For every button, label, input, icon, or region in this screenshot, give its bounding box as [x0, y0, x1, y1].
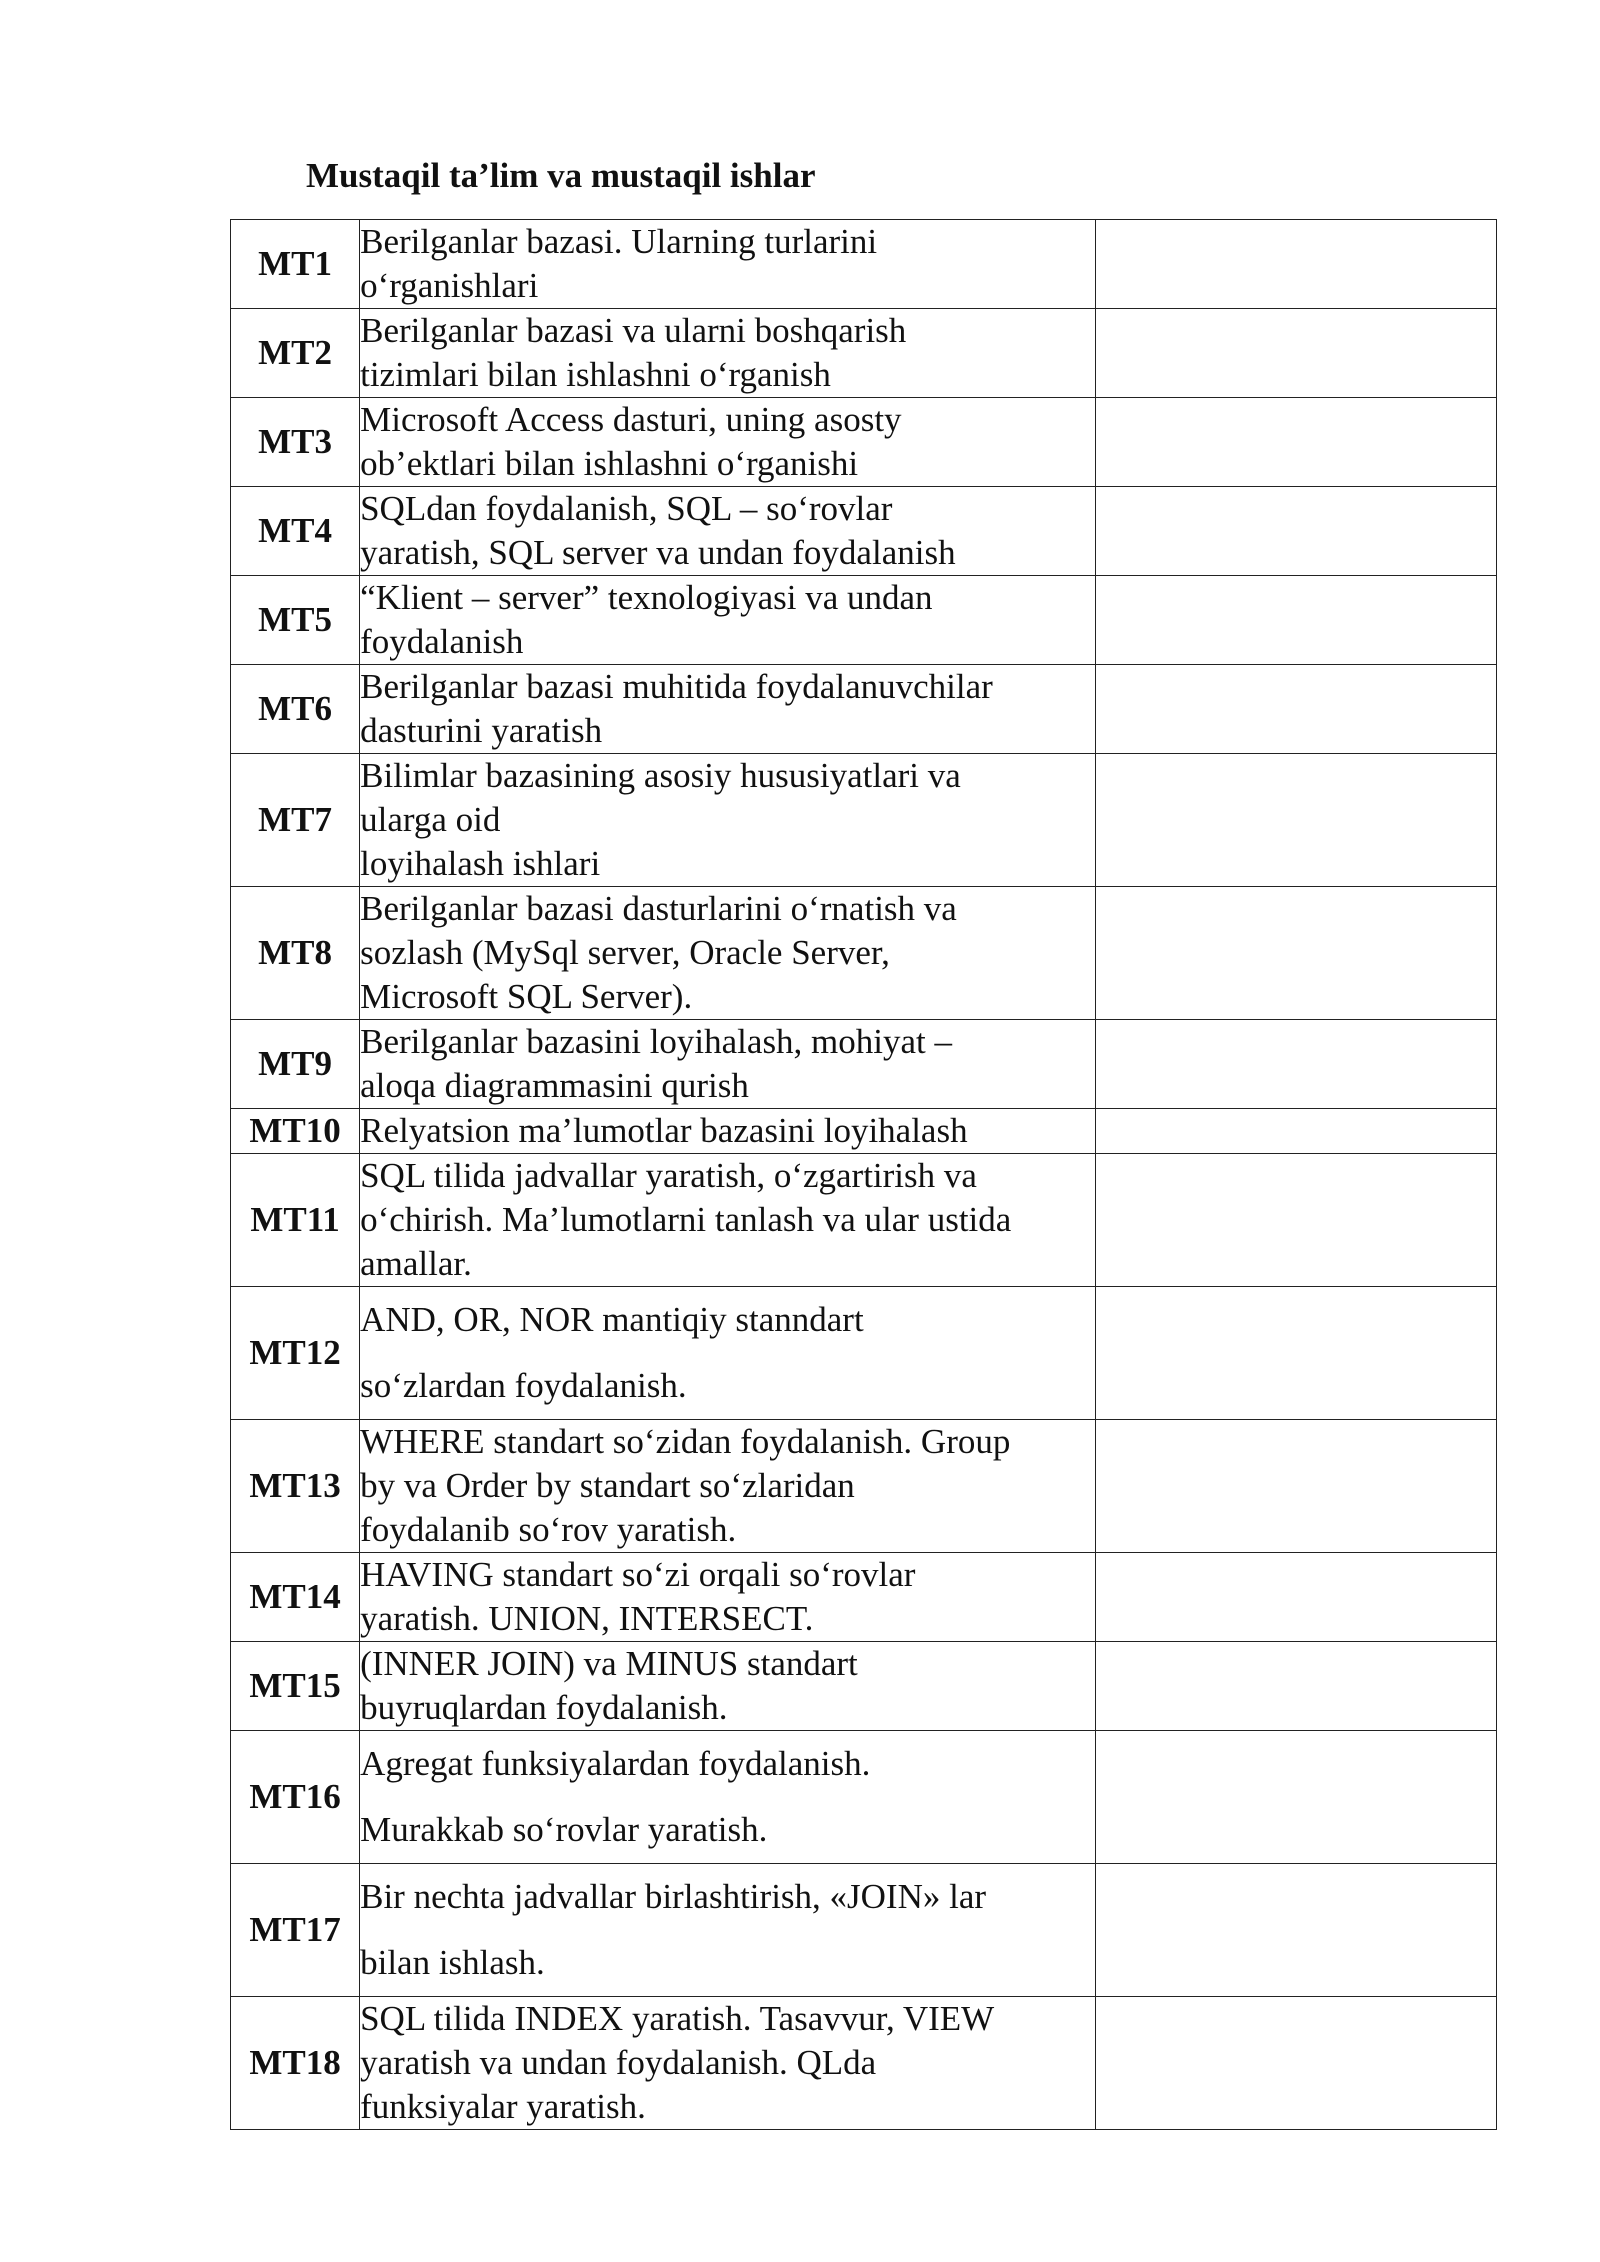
table-row	[231, 487, 1497, 576]
row-description: Berilganlar bazasi dasturlarini o‘rnatish va sozlash (MySql server, Oracle Server, Microsoft SQL Server).	[360, 887, 1096, 1020]
row-code: MT13	[231, 1420, 360, 1553]
row-code: MT8	[231, 887, 360, 1020]
row-description: WHERE standart so‘zidan foydalanish. Group by va Order by standart so‘zlaridan foydalanib so‘rov yaratish.	[360, 1420, 1096, 1553]
row-description: Relyatsion ma’lumotlar bazasini loyihalash	[360, 1109, 1096, 1154]
table-row	[231, 1287, 1497, 1420]
row-description: (INNER JOIN) va MINUS standart buyruqlardan foydalanish.	[360, 1642, 1096, 1731]
row-extra	[1095, 1154, 1496, 1287]
row-code: MT12	[231, 1287, 360, 1420]
row-description: Berilganlar bazasini loyihalash, mohiyat – aloqa diagrammasini qurish	[360, 1020, 1096, 1109]
table-row	[231, 1109, 1497, 1154]
row-extra	[1095, 1020, 1496, 1109]
table-row	[231, 754, 1497, 887]
table-row	[231, 665, 1497, 754]
row-description: HAVING standart so‘zi orqali so‘rovlar yaratish. UNION, INTERSECT.	[360, 1553, 1096, 1642]
table-row	[231, 1154, 1497, 1287]
table-row	[231, 1731, 1497, 1864]
row-code: MT6	[231, 665, 360, 754]
row-code: MT17	[231, 1864, 360, 1997]
row-code: MT18	[231, 1997, 360, 2130]
row-extra	[1095, 1731, 1496, 1864]
row-extra	[1095, 487, 1496, 576]
row-extra	[1095, 1420, 1496, 1553]
row-code: MT7	[231, 754, 360, 887]
table-row	[231, 398, 1497, 487]
row-description: Bir nechta jadvallar birlashtirish, «JOIN» lar bilan ishlash.	[360, 1864, 1096, 1997]
row-extra	[1095, 1864, 1496, 1997]
row-extra	[1095, 309, 1496, 398]
topics-table	[230, 219, 1497, 2130]
topics-table-body	[231, 220, 1497, 2130]
row-extra	[1095, 1642, 1496, 1731]
row-description: Agregat funksiyalardan foydalanish. Murakkab so‘rovlar yaratish.	[360, 1731, 1096, 1864]
table-row	[231, 1020, 1497, 1109]
row-extra	[1095, 1997, 1496, 2130]
row-description: Microsoft Access dasturi, uning asosty ob’ektlari bilan ishlashni o‘rganishi	[360, 398, 1096, 487]
row-description: Berilganlar bazasi muhitida foydalanuvchilar dasturini yaratish	[360, 665, 1096, 754]
row-extra	[1095, 1109, 1496, 1154]
row-description: Berilganlar bazasi. Ularning turlarini o‘rganishlari	[360, 220, 1096, 309]
table-row	[231, 576, 1497, 665]
page-title: Mustaqil ta’lim va mustaqil ishlar	[306, 156, 816, 195]
row-code: MT14	[231, 1553, 360, 1642]
row-code: MT2	[231, 309, 360, 398]
table-row	[231, 309, 1497, 398]
row-code: MT3	[231, 398, 360, 487]
row-description: SQL tilida INDEX yaratish. Tasavvur, VIEW yaratish va undan foydalanish. QLda funksiyalar yaratish.	[360, 1997, 1096, 2130]
row-extra	[1095, 220, 1496, 309]
row-code: MT16	[231, 1731, 360, 1864]
row-extra	[1095, 754, 1496, 887]
row-description: Bilimlar bazasining asosiy hususiyatlari va ularga oid loyihalash ishlari	[360, 754, 1096, 887]
row-extra	[1095, 887, 1496, 1020]
table-row	[231, 1420, 1497, 1553]
row-description: SQLdan foydalanish, SQL – so‘rovlar yaratish, SQL server va undan foydalanish	[360, 487, 1096, 576]
row-extra	[1095, 398, 1496, 487]
table-row	[231, 1864, 1497, 1997]
row-description: “Klient – server” texnologiyasi va undan foydalanish	[360, 576, 1096, 665]
row-description: Berilganlar bazasi va ularni boshqarish tizimlari bilan ishlashni o‘rganish	[360, 309, 1096, 398]
row-code: MT4	[231, 487, 360, 576]
row-description: SQL tilida jadvallar yaratish, o‘zgartirish va o‘chirish. Ma’lumotlarni tanlash va ular ustida amallar.	[360, 1154, 1096, 1287]
row-code: MT11	[231, 1154, 360, 1287]
row-code: MT5	[231, 576, 360, 665]
row-code: MT1	[231, 220, 360, 309]
table-row	[231, 220, 1497, 309]
row-extra	[1095, 576, 1496, 665]
table-row	[231, 887, 1497, 1020]
row-code: MT15	[231, 1642, 360, 1731]
row-extra	[1095, 1553, 1496, 1642]
table-row	[231, 1553, 1497, 1642]
table-row	[231, 1997, 1497, 2130]
row-code: MT10	[231, 1109, 360, 1154]
row-description: AND, OR, NOR mantiqiy stanndart so‘zlardan foydalanish.	[360, 1287, 1096, 1420]
row-extra	[1095, 1287, 1496, 1420]
table-row	[231, 1642, 1497, 1731]
row-code: MT9	[231, 1020, 360, 1109]
row-extra	[1095, 665, 1496, 754]
